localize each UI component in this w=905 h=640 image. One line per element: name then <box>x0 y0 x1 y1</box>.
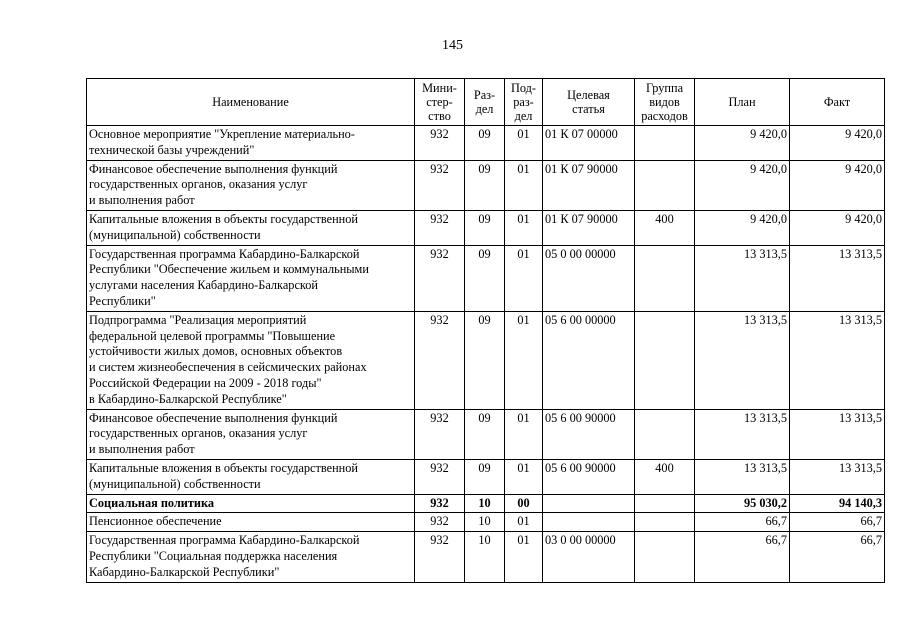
row-name-line: устойчивости жилых домов, основных объектов <box>89 344 343 359</box>
row-expense-group-cell: 400 <box>635 210 695 245</box>
row-ministry-cell: 932 <box>415 513 465 532</box>
row-plan-cell: 9 420,0 <box>695 126 790 161</box>
row-name-line: федеральной целевой программы "Повышение <box>89 328 336 343</box>
table-row <box>87 409 885 459</box>
row-ministry-cell: 932 <box>415 160 465 210</box>
row-ministry-cell: 932 <box>415 245 465 311</box>
table-row <box>87 210 885 245</box>
row-name-line: Капитальные вложения в объекты государственной <box>89 460 358 475</box>
page-number: 145 <box>442 38 463 53</box>
row-section-cell: 09 <box>465 245 505 311</box>
row-name-cell <box>87 210 415 245</box>
row-name-line: Государственная программа Кабардино-Балкарской <box>89 246 360 261</box>
row-expense-group-cell <box>635 126 695 161</box>
row-plan-cell: 13 313,5 <box>695 459 790 494</box>
row-name-line: Финансовое обеспечение выполнения функций <box>89 410 338 425</box>
row-section-cell: 09 <box>465 459 505 494</box>
row-name-line: и выполнения работ <box>89 442 195 457</box>
row-plan-cell: 9 420,0 <box>695 160 790 210</box>
row-target-cell <box>543 494 635 513</box>
row-plan-cell: 95 030,2 <box>695 494 790 513</box>
row-subsection-cell: 01 <box>505 311 543 409</box>
row-target-cell: 05 6 00 90000 <box>543 459 635 494</box>
row-name-line: Государственная программа Кабардино-Балкарской <box>89 533 360 548</box>
table-row <box>87 494 885 513</box>
row-ministry-cell: 932 <box>415 409 465 459</box>
row-plan-cell: 13 313,5 <box>695 245 790 311</box>
row-target-cell: 01 К 07 90000 <box>543 210 635 245</box>
row-fact-cell: 13 313,5 <box>790 409 885 459</box>
row-fact-cell: 9 420,0 <box>790 160 885 210</box>
row-ministry-cell: 932 <box>415 494 465 513</box>
row-name-cell <box>87 311 415 409</box>
row-name-line: Капитальные вложения в объекты государственной <box>89 211 358 226</box>
row-subsection-cell: 00 <box>505 494 543 513</box>
row-fact-cell: 9 420,0 <box>790 210 885 245</box>
row-name-cell <box>87 160 415 210</box>
row-name-line: Пенсионное обеспечение <box>89 514 222 529</box>
row-section-cell: 09 <box>465 311 505 409</box>
row-name-cell <box>87 245 415 311</box>
header-plan: План <box>695 79 790 126</box>
row-section-cell: 09 <box>465 126 505 161</box>
row-fact-cell: 66,7 <box>790 513 885 532</box>
row-name-line: государственных органов, оказания услуг <box>89 177 308 192</box>
header-name: Наименование <box>87 79 415 126</box>
row-name-line: Социальная политика <box>89 495 215 510</box>
row-subsection-cell: 01 <box>505 532 543 582</box>
row-expense-group-cell <box>635 532 695 582</box>
row-name-line: и систем жизнеобеспечения в сейсмических районах <box>89 360 367 375</box>
row-name-cell <box>87 409 415 459</box>
row-plan-cell: 9 420,0 <box>695 210 790 245</box>
header-target: Целевая статья <box>543 79 635 126</box>
row-name-cell <box>87 459 415 494</box>
row-subsection-cell: 01 <box>505 245 543 311</box>
row-plan-cell: 66,7 <box>695 513 790 532</box>
row-ministry-cell: 932 <box>415 311 465 409</box>
row-ministry-cell: 932 <box>415 459 465 494</box>
row-fact-cell: 9 420,0 <box>790 126 885 161</box>
row-name-line: Кабардино-Балкарской Республики" <box>89 564 280 579</box>
row-fact-cell: 13 313,5 <box>790 311 885 409</box>
row-name-line: (муниципальной) собственности <box>89 476 261 491</box>
row-section-cell: 09 <box>465 160 505 210</box>
row-fact-cell: 66,7 <box>790 532 885 582</box>
row-name-line: и выполнения работ <box>89 193 195 208</box>
row-name-cell <box>87 532 415 582</box>
table-row <box>87 245 885 311</box>
row-name-line: технической базы учреждений" <box>89 142 255 157</box>
row-name-line: Республики" <box>89 293 156 308</box>
row-expense-group-cell <box>635 311 695 409</box>
header-section: Раз- дел <box>465 79 505 126</box>
row-target-cell: 05 6 00 90000 <box>543 409 635 459</box>
row-ministry-cell: 932 <box>415 126 465 161</box>
row-section-cell: 10 <box>465 494 505 513</box>
row-subsection-cell: 01 <box>505 409 543 459</box>
header-expense-group: Группа видов расходов <box>635 79 695 126</box>
row-subsection-cell: 01 <box>505 160 543 210</box>
header-ministry: Мини- стер- ство <box>415 79 465 126</box>
row-target-cell: 01 К 07 00000 <box>543 126 635 161</box>
row-expense-group-cell <box>635 245 695 311</box>
row-name-line: Республики "Обеспечение жильем и коммунальными <box>89 262 369 277</box>
row-expense-group-cell: 400 <box>635 459 695 494</box>
row-name-line: в Кабардино-Балкарской Республике" <box>89 391 287 406</box>
table-body <box>87 126 885 583</box>
row-section-cell: 10 <box>465 532 505 582</box>
row-target-cell: 05 6 00 00000 <box>543 311 635 409</box>
row-name-cell <box>87 494 415 513</box>
row-name-line: Подпрограмма "Реализация мероприятий <box>89 312 307 327</box>
row-name-line: Основное мероприятие "Укрепление материально- <box>89 127 355 141</box>
table-row <box>87 311 885 409</box>
row-fact-cell: 13 313,5 <box>790 459 885 494</box>
table-row <box>87 459 885 494</box>
row-name-line: услугами населения Кабардино-Балкарской <box>89 278 318 293</box>
header-row <box>87 79 885 126</box>
row-plan-cell: 13 313,5 <box>695 409 790 459</box>
row-fact-cell: 13 313,5 <box>790 245 885 311</box>
table-row <box>87 126 885 161</box>
row-name-line: Российской Федерации на 2009 - 2018 годы" <box>89 375 322 390</box>
row-ministry-cell: 932 <box>415 210 465 245</box>
row-expense-group-cell <box>635 513 695 532</box>
row-section-cell: 09 <box>465 409 505 459</box>
row-expense-group-cell <box>635 494 695 513</box>
row-plan-cell: 66,7 <box>695 532 790 582</box>
row-section-cell: 10 <box>465 513 505 532</box>
row-plan-cell: 13 313,5 <box>695 311 790 409</box>
row-target-cell: 01 К 07 90000 <box>543 160 635 210</box>
row-section-cell: 09 <box>465 210 505 245</box>
header-subsection: Под- раз- дел <box>505 79 543 126</box>
row-name-cell <box>87 513 415 532</box>
row-expense-group-cell <box>635 160 695 210</box>
row-subsection-cell: 01 <box>505 210 543 245</box>
row-subsection-cell: 01 <box>505 459 543 494</box>
table-row <box>87 513 885 532</box>
row-ministry-cell: 932 <box>415 532 465 582</box>
row-subsection-cell: 01 <box>505 513 543 532</box>
row-name-line: государственных органов, оказания услуг <box>89 426 308 441</box>
budget-table <box>86 78 885 583</box>
row-name-line: Финансовое обеспечение выполнения функций <box>89 161 338 176</box>
table-row <box>87 160 885 210</box>
row-name-cell <box>87 126 415 161</box>
header-fact: Факт <box>790 79 885 126</box>
row-target-cell: 03 0 00 00000 <box>543 532 635 582</box>
row-name-line: Республики "Социальная поддержка населения <box>89 548 338 563</box>
row-fact-cell: 94 140,3 <box>790 494 885 513</box>
row-name-line: (муниципальной) собственности <box>89 227 261 242</box>
row-expense-group-cell <box>635 409 695 459</box>
row-subsection-cell: 01 <box>505 126 543 161</box>
row-target-cell <box>543 513 635 532</box>
row-target-cell: 05 0 00 00000 <box>543 245 635 311</box>
table-row <box>87 532 885 582</box>
